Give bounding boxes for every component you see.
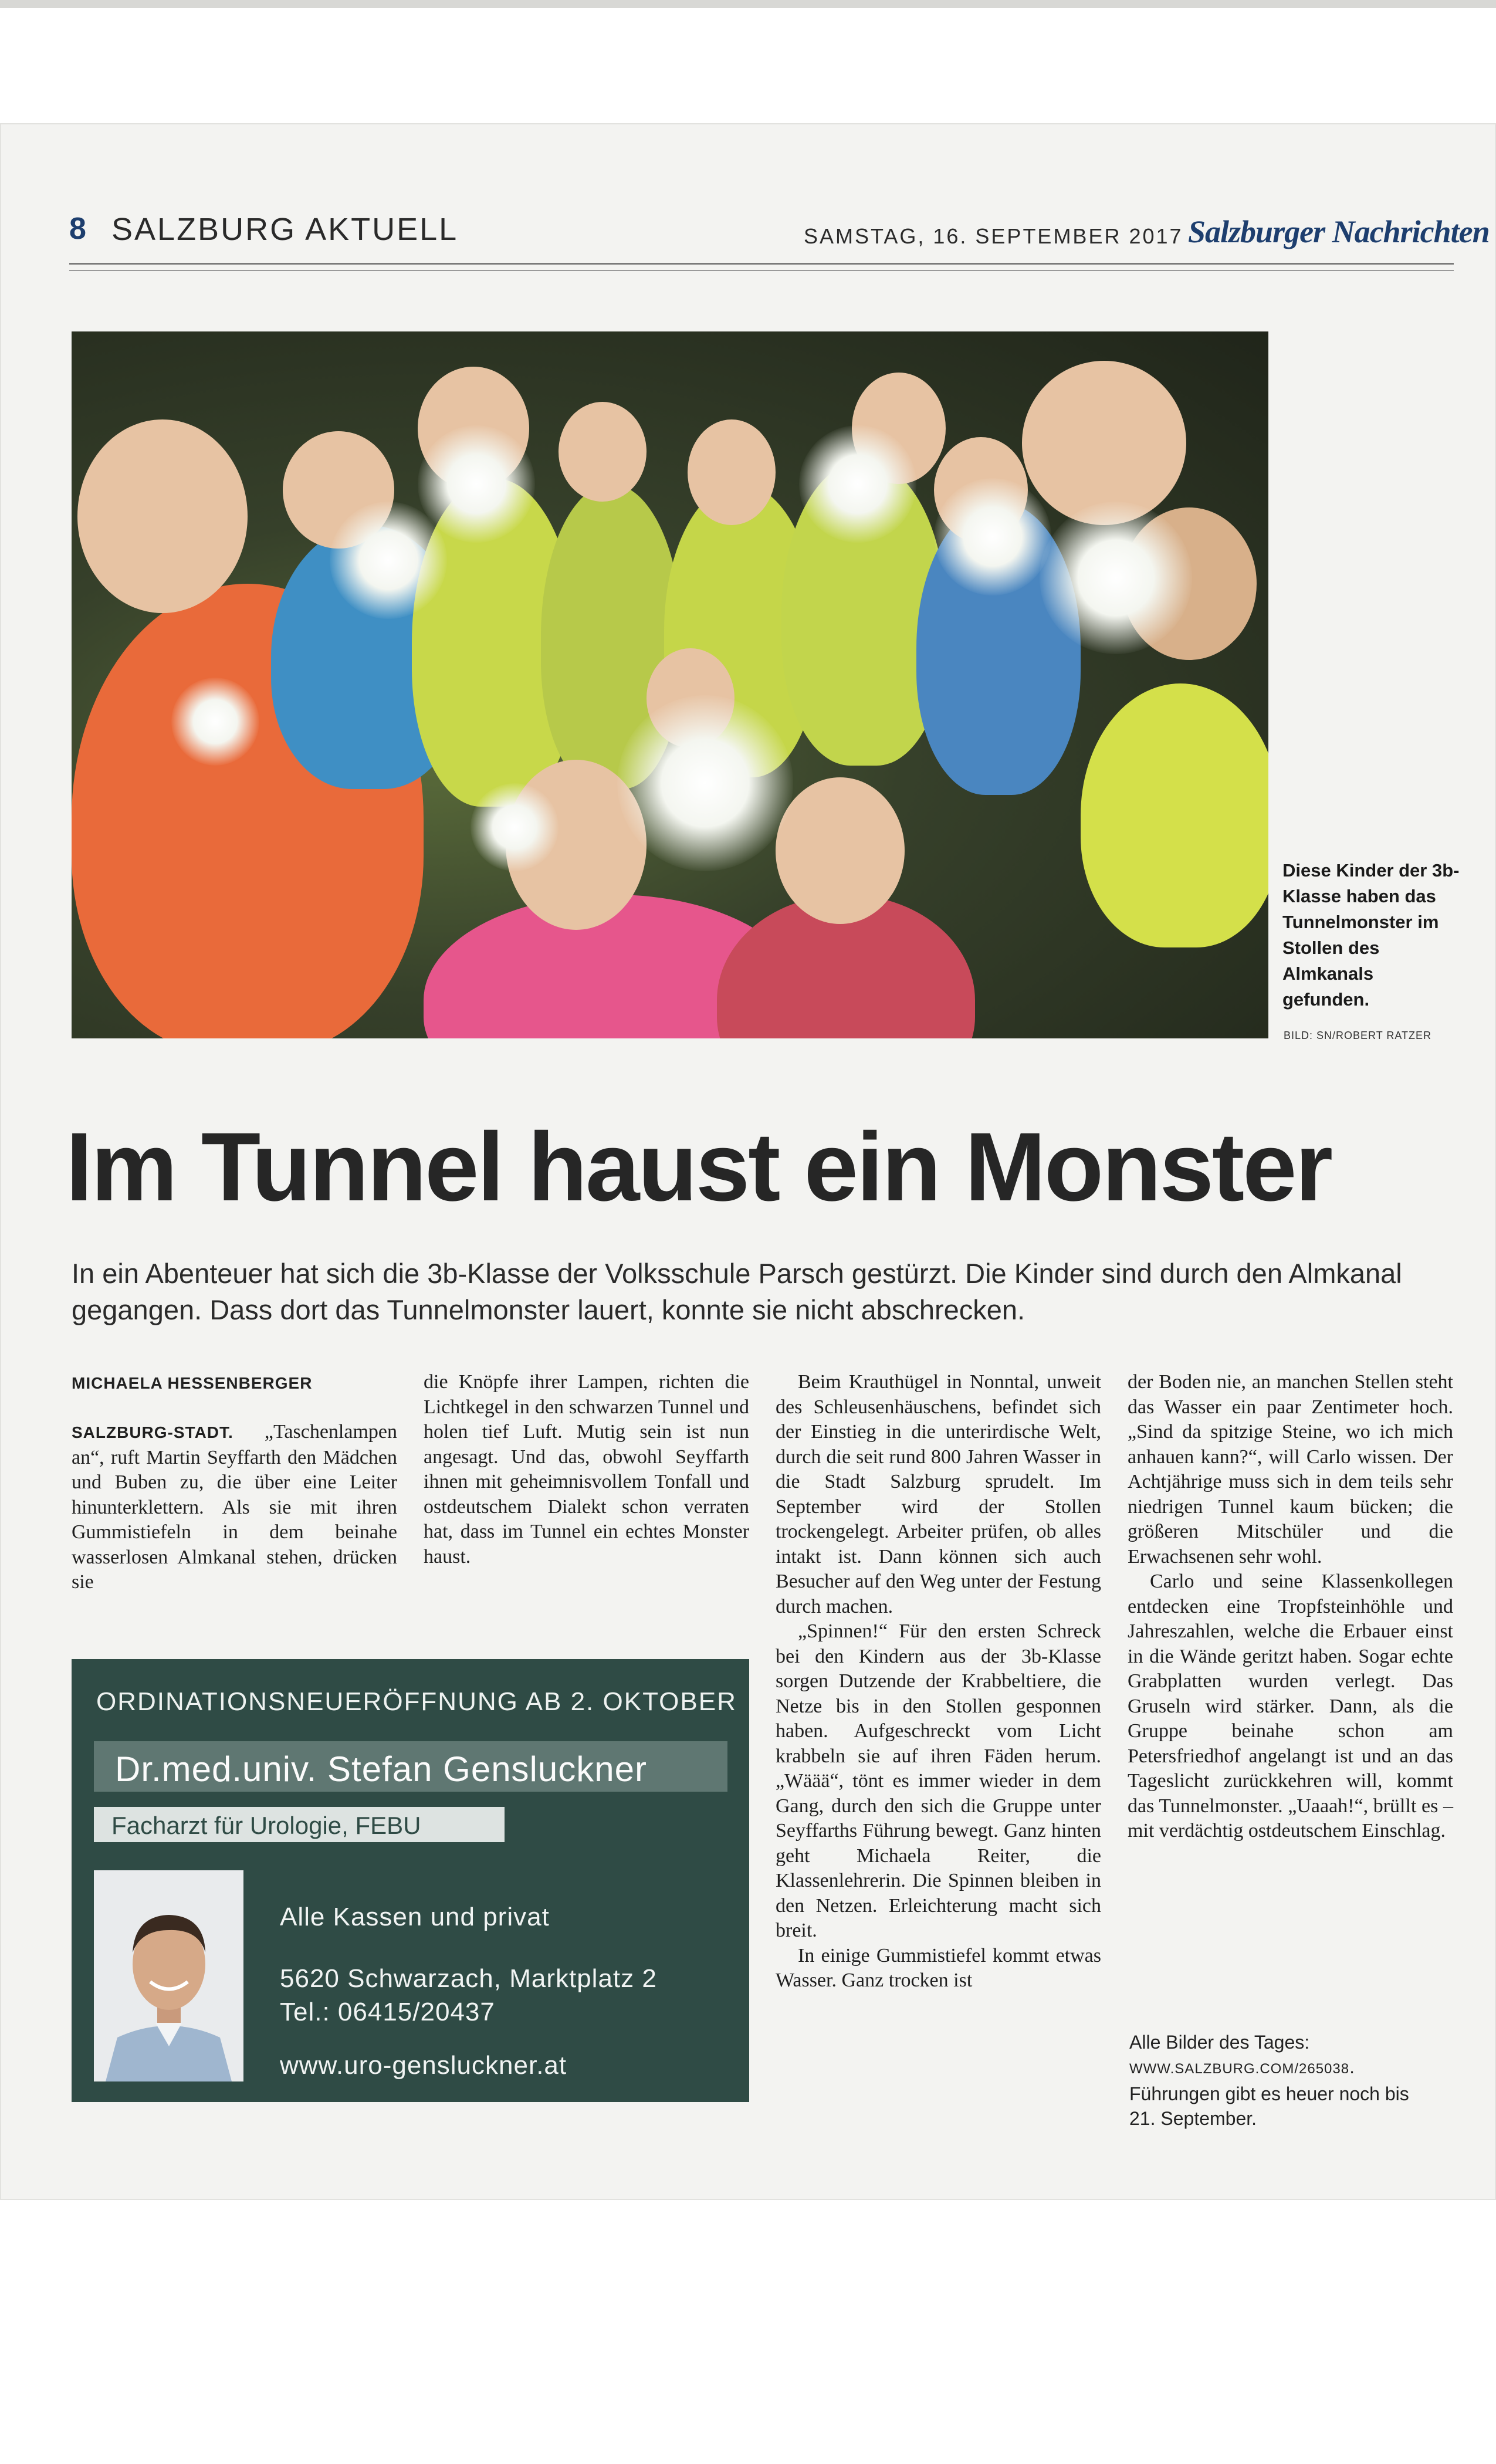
article-paragraph: Carlo und seine Klassenkollegen entdecken eine Tropfsteinhöhle und Jahreszahlen, welche die Erbauer einst in die Wände geritzt haben. Sogar echte Grabplatten wurden verlegt. Das Gruseln wird stärker. Dann, als die Gruppe beinahe schon am Petersfriedhof angelangt ist und an das Tageslicht zurückkehren will, kommt das Tunnelmonster. „Uaaah!“, brüllt es – mit verdächtig ostdeutschem Einschlag. xyxy=(1128,1571,1453,1842)
article-dateline: SALZBURG-STADT. xyxy=(72,1423,233,1441)
kid-face xyxy=(1022,361,1186,525)
article-column-4 xyxy=(1128,1370,1453,1844)
masthead-logo: Salzburger Nachrichten xyxy=(1188,214,1490,249)
flashlight-glow xyxy=(617,695,793,871)
article-headline: Im Tunnel haust ein Monster xyxy=(66,1113,1332,1221)
flashlight-glow xyxy=(418,425,535,543)
hero-photo xyxy=(72,331,1268,1038)
kid-face xyxy=(77,419,248,613)
article-paragraph: der Boden nie, an manchen Stellen steht das Wasser ein paar Zentimeter hoch. „Sind da spitzige Steine, wo ich mich anhauen kann?“, will Carlo wissen. Der Achtjährige muss sich in dem teils sehr niedrigen Tunnel kaum bücken; die größeren Mitschüler und die Erwachsenen sehr wohl. xyxy=(1128,1371,1453,1568)
section-title: SALZBURG AKTUELL xyxy=(111,212,459,247)
article-lead: In ein Abenteuer hat sich die 3b-Klasse der Volksschule Parsch gestürzt. Die Kinder sind durch den Almkanal gegangen. Dass dort das Tunnelmonster lauert, konnte sie nicht abschrecken. xyxy=(72,1258,1402,1325)
info-note-suffix: . Führungen gibt es heuer noch bis 21. September. xyxy=(1129,2056,1409,2129)
ad-specialty-banner xyxy=(94,1807,505,1842)
article-paragraph: „Spinnen!“ Für den ersten Schreck bei den Kindern aus der 3b-Klasse sorgen Dutzende der Krabbeltiere, die Netze bis in den Stollen gesponnen haben. Aufgeschreckt vom Licht krabbeln sie auf ihren Fäden herum. „Wäää“, tönt es immer wieder in dem Gang, durch den sich die Gruppe unter Seyffarths Führung bewegt. Ganz hinten geht Michaela Reiter, die Klassenlehrerin. Die Spinnen bleiben in den Netzen. Erleichterung macht sich breit. xyxy=(776,1620,1101,1941)
flashlight-glow xyxy=(471,783,559,871)
flashlight-glow xyxy=(799,425,916,543)
ad-announcement: ORDINATIONSNEUERÖFFNUNG AB 2. OKTOBER xyxy=(96,1687,737,1716)
kid-vest xyxy=(1081,683,1268,947)
article-column-3 xyxy=(776,1370,1101,1993)
info-note-prefix: Alle Bilder des Tages: xyxy=(1129,2032,1310,2053)
flashlight-glow xyxy=(171,678,259,766)
flashlight-glow xyxy=(934,478,1051,595)
ad-doctor-name: Dr.med.univ. Stefan Gensluckner xyxy=(115,1749,647,1789)
page-number: 8 xyxy=(69,212,86,246)
photo-caption: Diese Kinder der 3b-Klasse haben das Tunnelmonster im Stollen des Almkanals gefunden. xyxy=(1282,860,1460,1010)
kid-face xyxy=(559,402,647,502)
info-note-link[interactable]: WWW.SALZBURG.COM/265038 xyxy=(1129,2061,1350,2077)
article-column-2 xyxy=(424,1370,749,1569)
article-paragraph: In einige Gummistiefel kommt etwas Wasser. Ganz trocken ist xyxy=(776,1944,1101,1991)
article-column-1 xyxy=(72,1420,397,1595)
header-rule-thin xyxy=(69,270,1454,271)
info-note xyxy=(1129,2030,1434,2131)
page-top-edge xyxy=(0,0,1496,8)
ad-website-link[interactable]: www.uro-gensluckner.at xyxy=(280,2051,567,2080)
ad-insurance: Alle Kassen und privat xyxy=(280,1903,550,1931)
ad-specialty: Facharzt für Urologie, FEBU xyxy=(111,1812,421,1839)
ad-address: 5620 Schwarzach, Marktplatz 2 xyxy=(280,1964,657,1993)
header-rule xyxy=(69,263,1454,265)
kid-face xyxy=(776,777,905,924)
article-paragraph: die Knöpfe ihrer Lampen, richten die Lichtkegel in den schwarzen Tunnel und holen tief Luft. Mutig sein ist nun angesagt. Und das, obwohl Seyffarth ihnen mit geheimnisvollem Tonfall und ostdeutschem Dialekt schon verraten hat, dass im Tunnel ein echtes Monster haust. xyxy=(424,1371,749,1568)
ad-phone: Tel.: 06415/20437 xyxy=(280,1998,495,2026)
author-byline: MICHAELA HESSENBERGER xyxy=(72,1374,313,1392)
flashlight-glow xyxy=(1040,502,1192,654)
ad-doctor-portrait xyxy=(94,1870,243,2081)
ad-doctor-banner xyxy=(94,1741,727,1792)
article-paragraph: „Taschenlampen an“, ruft Martin Seyffarth den Mädchen und Buben zu, die über eine Leiter hinunterklettern. Als sie mit ihren Gummistiefeln in dem beinahe wasserlosen Almkanal stehen, drücken sie xyxy=(72,1421,397,1593)
issue-date: SAMSTAG, 16. SEPTEMBER 2017 xyxy=(804,224,1183,248)
doctor-advertisement xyxy=(72,1659,749,2102)
portrait-icon xyxy=(94,1870,243,2081)
article-paragraph: Beim Krauthügel in Nonntal, unweit des Schleusenhäuschens, befindet sich der Einstieg in die unterirdische Welt, durch die seit rund 800 Jahren Wasser in die Stadt Salzburg sprudelt. Im September wird der Stollen trockengelegt. Arbeiter prüfen, ob alles intakt ist. Dann können sich auch Besucher auf den Weg unter der Festung durch machen. xyxy=(776,1371,1101,1617)
kid-face xyxy=(688,419,776,525)
photo-credit: BILD: SN/ROBERT RATZER xyxy=(1284,1030,1432,1041)
